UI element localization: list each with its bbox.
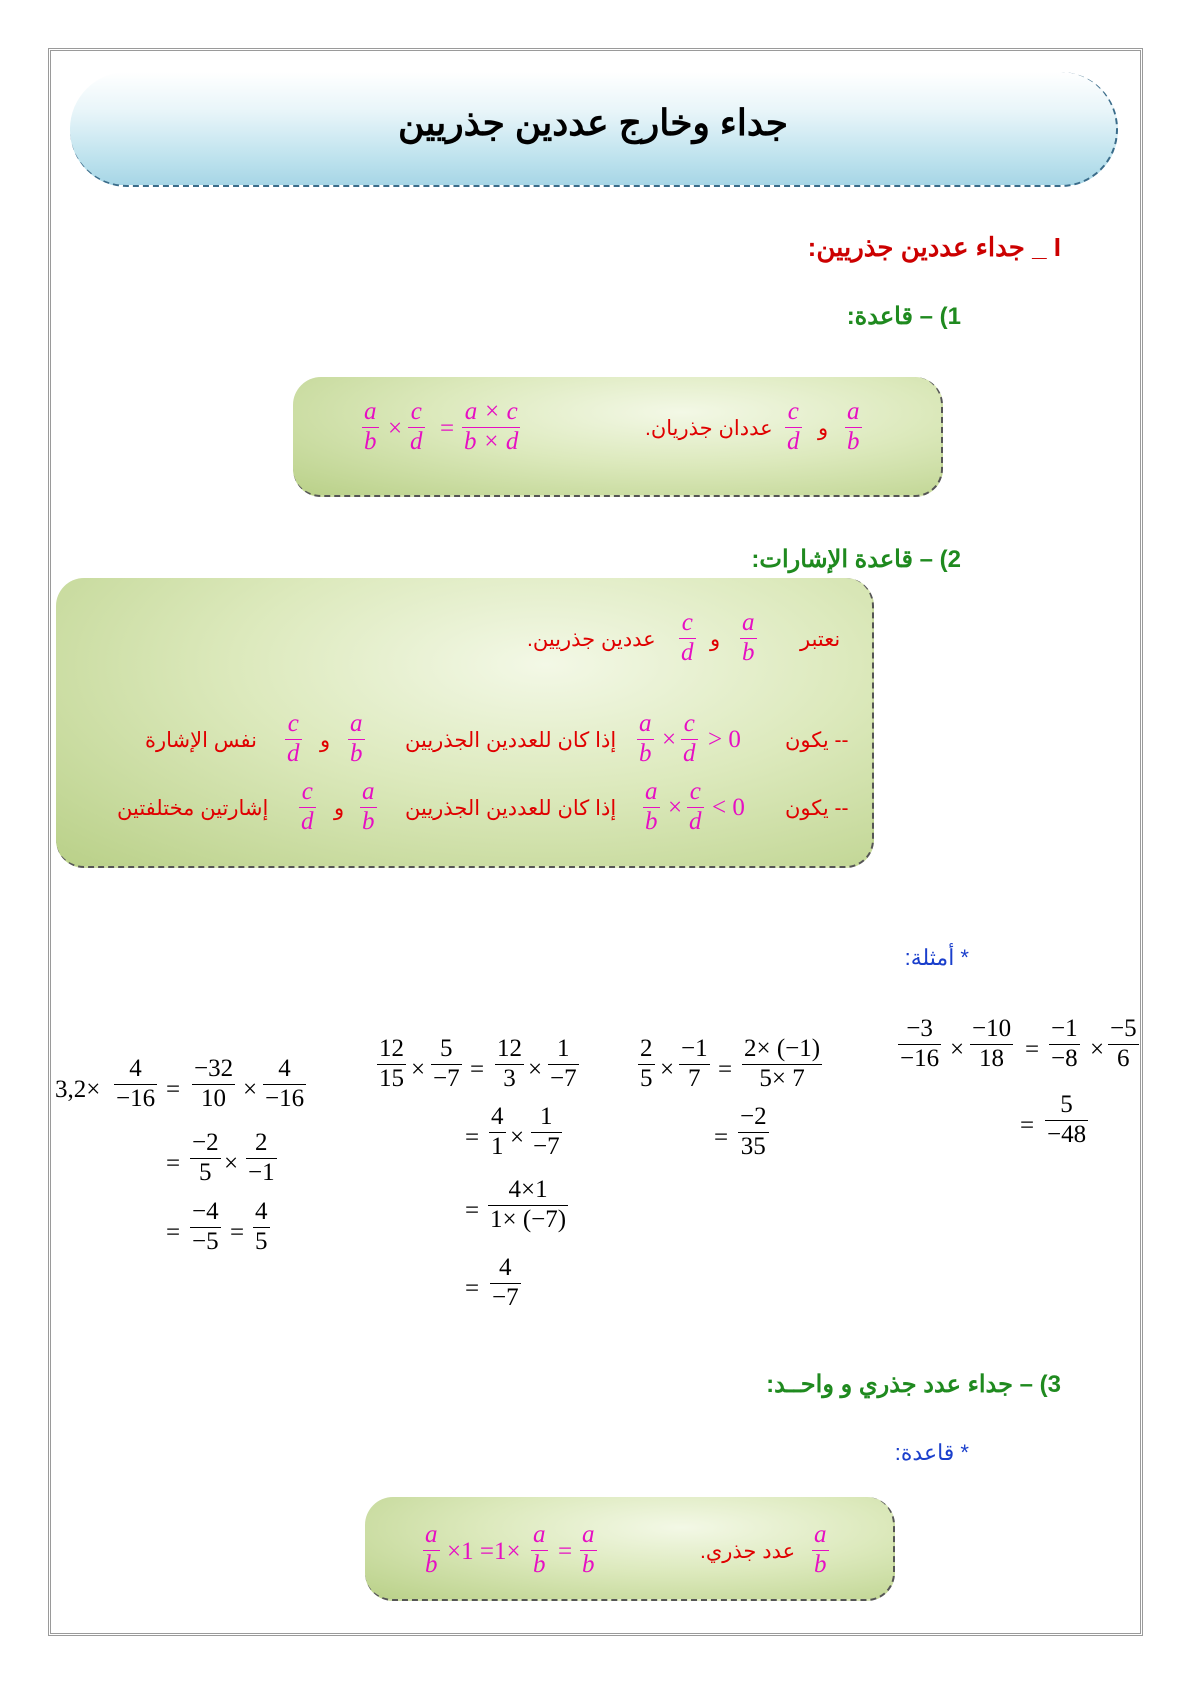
ex4-frac-1: 4 −16: [116, 1055, 156, 1113]
s3-a-b-3: a b: [582, 1521, 595, 1579]
line2-post: إشارتين مختلفتين: [117, 797, 269, 820]
line1-a-b-2: a b: [350, 710, 363, 768]
ex2-result: −2 35: [740, 1103, 767, 1161]
line2-c-d: c d: [689, 778, 702, 836]
times-sign: ×: [243, 1076, 258, 1103]
ex1-frac-4: −5 6: [1110, 1015, 1137, 1073]
fraction-a-b: a b: [742, 609, 755, 667]
rule1-text: عددان جذريان.: [645, 417, 773, 440]
ex4-result: 4 5: [255, 1198, 268, 1256]
equals-sign: =: [1020, 1112, 1035, 1139]
ex2-frac-3: 2× (−1) 5× 7: [744, 1035, 821, 1093]
times-sign: ×: [660, 1056, 675, 1083]
equals-sign: =: [166, 1219, 181, 1246]
line2-a-b: a b: [645, 778, 658, 836]
formula-c-d: c d: [410, 398, 423, 456]
times-sign: ×: [662, 726, 677, 753]
equals-sign: =: [714, 1124, 729, 1151]
rule1-heading: 1) – قاعدة:: [846, 303, 961, 330]
and-word: و: [818, 417, 829, 440]
equals-sign: =: [230, 1219, 245, 1246]
rule2-intro-post: عددين جذريين.: [527, 628, 656, 651]
times-sign: ×: [388, 415, 403, 442]
rule2-heading: 2) – قاعدة الإشارات:: [751, 546, 961, 573]
line2-pre: -- يكون: [785, 797, 849, 820]
times-sign: ×: [528, 1056, 543, 1083]
and-word: و: [710, 628, 721, 651]
equals-sign: =: [1025, 1036, 1040, 1063]
equals-sign: =: [166, 1076, 181, 1103]
section3-rule-heading: * قاعدة:: [894, 1440, 969, 1465]
section3-heading: 3) – جداء عدد جذري و واحــد:: [766, 1371, 1061, 1398]
formula-product-fraction: a × c b × d: [464, 398, 519, 456]
times-sign: ×: [510, 1124, 525, 1151]
times-one-equals-one-times: ×1 =1×: [447, 1538, 521, 1565]
ex1-frac-3: −1 −8: [1051, 1015, 1078, 1073]
line1-mid: إذا كان للعددين الجذريين: [405, 729, 617, 752]
ex4-lead: 3,2×: [55, 1076, 101, 1103]
equals-sign: =: [465, 1197, 480, 1224]
ex1-frac-1: −3 −16: [900, 1015, 940, 1073]
equals-sign: =: [465, 1124, 480, 1151]
times-sign: ×: [224, 1150, 239, 1177]
ex3-frac-1: 12 15: [379, 1035, 404, 1093]
section-heading-product: I _ جداء عددين جذريين:: [807, 232, 1061, 262]
ex4-step2-frac-1: −2 5: [192, 1129, 219, 1187]
line2-c-d-2: c d: [301, 778, 314, 836]
s3-a-b-1: a b: [425, 1521, 438, 1579]
ex2-frac-2: −1 7: [681, 1035, 708, 1093]
ex3-frac-2: 5 −7: [433, 1035, 460, 1093]
ex3-step3-frac: 4×1 1× (−7): [490, 1176, 567, 1234]
ex3-step2-frac-2: 1 −7: [533, 1103, 560, 1161]
line2-a-b-2: a b: [362, 778, 375, 836]
ex3-frac-4: 1 −7: [550, 1035, 577, 1093]
formula-a-b: a b: [364, 398, 377, 456]
equals-sign: =: [440, 415, 455, 442]
and-word: و: [320, 729, 331, 752]
ex3-frac-3: 12 3: [497, 1035, 522, 1093]
ex3-step2-frac-1: 4 1: [491, 1103, 504, 1161]
and-word: و: [334, 797, 345, 820]
examples-heading: * أمثلة:: [904, 945, 969, 970]
equals-sign: =: [558, 1538, 573, 1565]
equals-sign: =: [718, 1056, 733, 1083]
rule2-intro-pre: نعتبر: [800, 628, 841, 651]
fraction-a-b: a b: [847, 398, 860, 456]
less-than-zero: < 0: [712, 794, 745, 821]
line1-pre: -- يكون: [785, 729, 849, 752]
times-sign: ×: [1090, 1036, 1105, 1063]
section3-text: عدد جذري.: [700, 1540, 796, 1563]
page-title: جداء وخارج عددين جذريين: [398, 102, 788, 143]
ex4-step2-frac-2: 2 −1: [248, 1129, 275, 1187]
line1-c-d: c d: [683, 710, 696, 768]
ex1-result: 5 −48: [1047, 1091, 1087, 1149]
times-sign: ×: [950, 1036, 965, 1063]
ex4-step3-frac-1: −4 −5: [192, 1198, 219, 1256]
ex2-frac-1: 2 5: [640, 1035, 653, 1093]
equals-sign: =: [470, 1056, 485, 1083]
times-sign: ×: [411, 1056, 426, 1083]
fraction-c-d: c d: [681, 609, 694, 667]
line1-a-b: a b: [639, 710, 652, 768]
ex3-result: 4 −7: [492, 1254, 519, 1312]
title-banner: [70, 72, 1118, 187]
ex1-frac-2: −10 18: [972, 1015, 1012, 1073]
fraction-a-b: a b: [814, 1521, 827, 1579]
equals-sign: =: [465, 1275, 480, 1302]
greater-than-zero: > 0: [708, 726, 741, 753]
fraction-c-d: c d: [787, 398, 800, 456]
line1-c-d-2: c d: [287, 710, 300, 768]
ex4-frac-3: 4 −16: [265, 1055, 305, 1113]
line1-post: نفس الإشارة: [145, 729, 258, 752]
line2-mid: إذا كان للعددين الجذريين: [405, 797, 617, 820]
times-sign: ×: [668, 794, 683, 821]
s3-a-b-2: a b: [533, 1521, 546, 1579]
ex4-frac-2: −32 10: [194, 1055, 234, 1113]
equals-sign: =: [166, 1150, 181, 1177]
